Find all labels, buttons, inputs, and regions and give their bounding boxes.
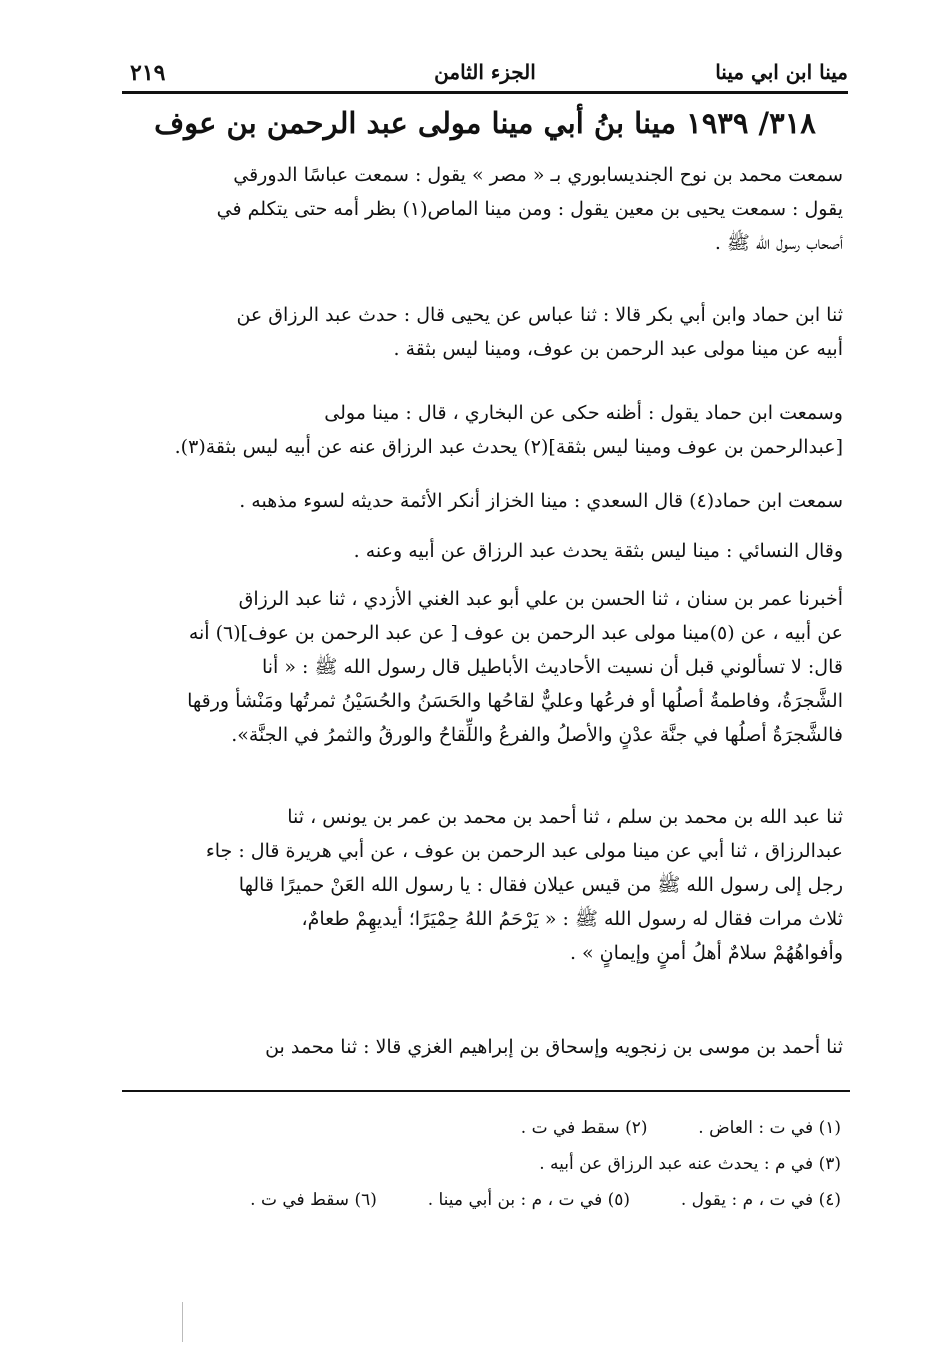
paragraph-5 xyxy=(115,534,843,568)
text-line: فالشَّجرَةُ أصلُها في جنَّة عدْنٍ والأصلُ والفرعُ واللِّقاحُ والورقُ والثمرُ في الجنَّة». xyxy=(231,724,843,746)
text-line: عن أبيه ، عن (٥)مينا مولى عبد الرحمن بن عوف [ عن عبد الرحمن بن عوف](٦) أنه xyxy=(188,622,843,644)
text-line: ثلاث مرات فقال له رسول الله ﷺ : « يَرْحَمُ اللهُ حِمْيَرًا؛ أيديهِمْ طعامٌ، xyxy=(301,908,843,930)
text-line: ثنا عبد الله بن محمد بن سلم ، ثنا أحمد بن محمد بن عمر بن يونس ، ثنا xyxy=(287,806,843,828)
text-line: [عبدالرحمن بن عوف ومينا ليس بثقة](٢) يحدث عبد الرزاق عنه عن أبيه ليس بثقة(٣). xyxy=(174,436,843,458)
text-line: سمعت ابن حماد(٤) قال السعدي : مينا الخزاز أنكر الأئمة حديثه لسوء مذهبه . xyxy=(239,490,843,512)
footnote-3: (٣) في م : يحدث عنه عبد الرزاق عن أبيه . xyxy=(539,1154,841,1174)
text-line: عبدالرزاق ، ثنا أبي عن مينا مولى عبد الرحمن بن عوف ، عن أبي هريرة قال : جاء xyxy=(205,840,843,862)
paragraph-2 xyxy=(115,298,843,366)
page-number: ٢١٩ xyxy=(130,60,166,86)
paragraph-4 xyxy=(115,484,843,518)
scan-mark xyxy=(182,1302,183,1342)
running-header xyxy=(122,52,848,94)
text-line: وأفواهُهُمْ سلامٌ أهلُ أمنٍ وإيمانٍ » . xyxy=(569,942,843,964)
text-line: ثنا ابن حماد وابن أبي بكر قالا : ثنا عباس عن يحيى قال : حدث عبد الرزاق عن xyxy=(236,304,843,326)
entry-title: ٣١٨/ ١٩٣٩ مينا بنُ أبي مينا مولى عبد الرحمن بن عوف xyxy=(154,106,816,140)
text-line: أبيه عن مينا مولى عبد الرحمن بن عوف، ومينا ليس بثقة . xyxy=(393,338,843,360)
text-line: الشَّجرَةُ، وفاطمةُ أصلُها أو فرعُها وعليٌّ لقاحُها والحَسَنُ والحُسَيْنُ ثمرتُها ومَنْشأ ورقها xyxy=(187,690,843,712)
footnote-4: (٤) في ت ، م : يقول . xyxy=(680,1190,841,1210)
running-title: مينا ابن ابي مينا xyxy=(715,60,848,84)
volume-label: الجزء الثامن xyxy=(434,60,536,84)
text-line: قال: لا تسألوني قبل أن نسيت الأحاديث الأباطيل قال رسول الله ﷺ : « أنا xyxy=(261,656,843,678)
text-line: رجل إلى رسول الله ﷺ من قيس عيلان فقال : يا رسول الله العَنْ حميرًا قالها xyxy=(238,874,843,896)
paragraph-6 xyxy=(115,582,843,752)
footnote-2: (٢) سقط في ت . xyxy=(520,1118,648,1138)
footnote-1: (١) في ت : العاض . xyxy=(698,1118,841,1138)
text-line: ثنا أحمد بن موسى بن زنجويه وإسحاق بن إبراهيم الغزي قالا : ثنا محمد بن xyxy=(265,1036,843,1058)
header-rule xyxy=(122,91,848,94)
text-line: وقال النسائي : مينا ليس بثقة يحدث عبد الرزاق عن أبيه وعنه . xyxy=(353,540,843,562)
text-line: وسمعت ابن حماد يقول : أظنه حكى عن البخاري ، قال : مينا مولى xyxy=(324,402,843,424)
text-line: أصحاب رسول الله ﷺ . xyxy=(714,232,843,254)
footnote-separator xyxy=(122,1090,850,1092)
footnote-5: (٥) في ت ، م : بن أبي مينا . xyxy=(427,1190,631,1210)
footnote-line xyxy=(141,1110,841,1146)
text-line: يقول : سمعت يحيى بن معين يقول : ومن مينا الماص(١) بظر أمه حتى يتكلم في xyxy=(216,198,843,220)
text-line: أخبرنا عمر بن سنان ، ثنا الحسن بن علي أبو عبد الغني الأزدي ، ثنا عبد الرزاق xyxy=(238,588,843,610)
footnote-line xyxy=(141,1182,841,1218)
text-line: سمعت محمد بن نوح الجنديسابوري بـ « مصر » يقول : سمعت عباسًا الدورقي xyxy=(233,164,843,186)
footnotes xyxy=(141,1110,841,1218)
paragraph-8 xyxy=(115,1030,843,1064)
footnote-6: (٦) سقط في ت . xyxy=(250,1190,377,1210)
paragraph-7 xyxy=(115,800,843,970)
paragraph-1 xyxy=(115,158,843,260)
paragraph-3 xyxy=(115,396,843,464)
